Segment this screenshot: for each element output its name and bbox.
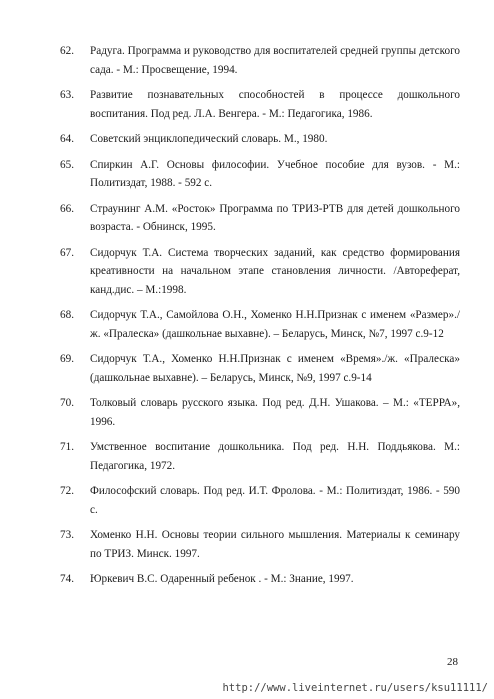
- reference-list: [60, 42, 460, 596]
- reference-text: Хоменко Н.Н. Основы теории сильного мышления. Материалы к семинару по ТРИЗ. Минск. 1997.: [90, 529, 460, 560]
- page-number: 28: [447, 656, 458, 668]
- reference-number: 73.: [60, 529, 74, 541]
- reference-text: Страунинг А.М. «Росток» Программа по ТРИЗ-РТВ для детей дошкольного возраста. - Обнинск, 1995.: [90, 202, 460, 233]
- reference-text: Спиркин А.Г. Основы философии. Учебное пособие для вузов. - М.: Политиздат, 1988. - 592 с.: [90, 158, 460, 189]
- reference-number: 71.: [60, 441, 74, 453]
- reference-number: 72.: [60, 485, 74, 497]
- reference-number: 62.: [60, 45, 74, 57]
- reference-item: [60, 570, 460, 589]
- reference-number: 70.: [60, 397, 74, 409]
- reference-text: Умственное воспитание дошкольника. Под ред. Н.Н. Поддьякова. М.: Педагогика, 1972.: [90, 441, 460, 472]
- reference-text: Радуга. Программа и руководство для воспитателей средней группы детского сада. - М.: Просвещение, 1994.: [90, 45, 460, 76]
- reference-text: Развитие познавательных способностей в процессе дошкольного воспитания. Под ред. Л.А. Венгера. - М.: Педагогика, 1986.: [90, 89, 460, 120]
- reference-item: [60, 526, 460, 563]
- reference-item: [60, 42, 460, 79]
- reference-number: 68.: [60, 309, 74, 321]
- reference-number: 69.: [60, 353, 74, 365]
- reference-text: Философский словарь. Под ред. И.Т. Фролова. - М.: Политиздат, 1986. - 590 с.: [90, 485, 460, 516]
- reference-text: Сидорчук Т.А. Система творческих заданий, как средство формирования креативности на начальном этапе становления личности. /Автореферат, канд.дис. – М.:1998.: [90, 246, 460, 296]
- reference-number: 67.: [60, 246, 74, 259]
- reference-text: Юркевич В.С. Одаренный ребенок . - М.: Знание, 1997.: [90, 573, 354, 585]
- reference-text: Толковый словарь русского языка. Под ред. Д.Н. Ушакова. – М.: «ТЕРРА», 1996.: [90, 397, 460, 428]
- reference-item: [60, 482, 460, 519]
- reference-text: Сидорчук Т.А., Самойлова О.Н., Хоменко Н.Н.Признак с именем «Размер»./ж. «Пралеска» (дашкольнае выхавне). – Беларусь, Минск, №7, 1997 с.9-12: [90, 309, 460, 340]
- reference-item: [60, 86, 460, 123]
- watermark-url: http://www.liveinternet.ru/users/ksu11111/: [222, 682, 488, 694]
- reference-number: 65.: [60, 158, 74, 171]
- reference-item: [60, 200, 460, 237]
- reference-number: 63.: [60, 89, 74, 101]
- reference-item: [60, 244, 460, 300]
- reference-item: [60, 156, 460, 193]
- reference-item: [60, 306, 460, 343]
- reference-number: 74.: [60, 573, 74, 585]
- reference-number: 66.: [60, 202, 74, 215]
- reference-item: [60, 438, 460, 475]
- reference-item: [60, 130, 460, 149]
- reference-item: [60, 394, 460, 431]
- reference-item: [60, 350, 460, 387]
- reference-text: Советский энциклопедический словарь. М., 1980.: [90, 133, 328, 145]
- reference-number: 64.: [60, 133, 74, 145]
- reference-text: Сидорчук Т.А., Хоменко Н.Н.Признак с именем «Время»./ж. «Пралеска» (дашкольнае выхавне). – Беларусь, Минск, №9, 1997 с.9-14: [90, 353, 460, 384]
